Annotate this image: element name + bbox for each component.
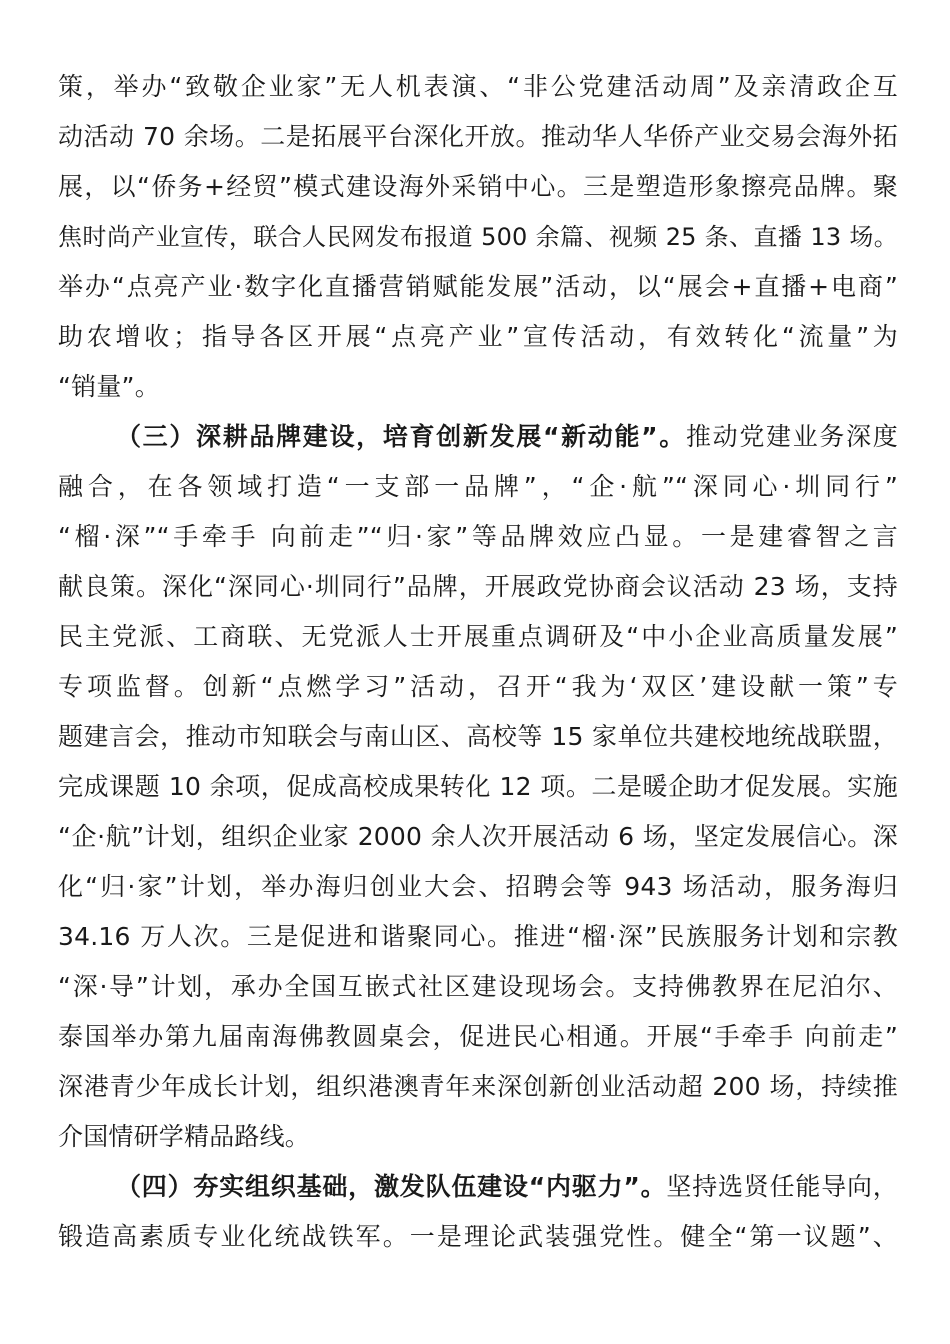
paragraph-line: 介国情研学精品路线。 bbox=[58, 1122, 311, 1151]
paragraph-line: 焦时尚产业宣传，联合人民网发布报道 500 余篇、视频 25 条、直播 13 场。 bbox=[58, 223, 898, 251]
paragraph-line: “深·导”计划，承办全国互嵌式社区建设现场会。支持佛教界在尼泊尔、 bbox=[58, 972, 898, 1001]
paragraph-line: 助农增收；指导各区开展“点亮产业”宣传活动，有效转化“流量”为 bbox=[58, 322, 898, 351]
paragraph-line: 深港青少年成长计划，组织港澳青年来深创新创业活动超 200 场，持续推 bbox=[58, 1072, 898, 1101]
paragraph-line: 动活动 70 余场。二是拓展平台深化开放。推动华人华侨产业交易会海外拓 bbox=[58, 122, 898, 151]
paragraph-text: 推动党建业务深度 bbox=[685, 422, 898, 451]
paragraph-line: 策，举办“致敬企业家”无人机表演、“非公党建活动周”及亲清政企互 bbox=[58, 72, 898, 101]
paragraph-line: 泰国举办第九届南海佛教圆桌会，促进民心相通。开展“手牵手 向前走” bbox=[58, 1022, 898, 1051]
paragraph-line: 献良策。深化“深同心·圳同行”品牌，开展政党协商会议活动 23 场，支持 bbox=[58, 572, 898, 601]
paragraph-line: 展，以“侨务+经贸”模式建设海外采销中心。三是塑造形象擦亮品牌。聚 bbox=[58, 172, 898, 201]
paragraph-line: 锻造高素质专业化统战铁军。一是理论武装强党性。健全“第一议题”、 bbox=[58, 1222, 898, 1251]
section-heading-line bbox=[116, 420, 898, 454]
paragraph-line: 完成课题 10 余项，促成高校成果转化 12 项。二是暖企助才促发展。实施 bbox=[58, 772, 898, 801]
section-heading-3: （三）深耕品牌建设，培育创新发展“新动能”。 bbox=[116, 422, 686, 451]
paragraph-text: 坚持选贤任能导向， bbox=[666, 1172, 898, 1201]
paragraph-line: 34.16 万人次。三是促进和谐聚同心。推进“榴·深”民族服务计划和宗教 bbox=[58, 922, 898, 951]
paragraph-line: 化“归·家”计划，举办海归创业大会、招聘会等 943 场活动，服务海归 bbox=[58, 872, 898, 901]
paragraph-line: 举办“点亮产业·数字化直播营销赋能发展”活动，以“展会+直播+电商” bbox=[58, 272, 898, 301]
paragraph-line: “榴·深”“手牵手 向前走”“归·家”等品牌效应凸显。一是建睿智之言 bbox=[58, 522, 898, 551]
paragraph-line: 民主党派、工商联、无党派人士开展重点调研及“中小企业高质量发展” bbox=[58, 622, 898, 651]
paragraph-line: “销量”。 bbox=[58, 372, 160, 401]
section-heading-line bbox=[116, 1170, 898, 1204]
section-heading-4: （四）夯实组织基础，激发队伍建设“内驱力”。 bbox=[116, 1172, 667, 1201]
paragraph-line: 融合，在各领域打造“一支部一品牌”，“企·航”“深同心·圳同行” bbox=[58, 472, 898, 501]
paragraph-line: 题建言会，推动市知联会与南山区、高校等 15 家单位共建校地统战联盟， bbox=[58, 722, 898, 751]
paragraph-line: “企·航”计划，组织企业家 2000 余人次开展活动 6 场，坚定发展信心。深 bbox=[58, 822, 898, 851]
paragraph-line: 专项监督。创新“点燃学习”活动，召开“我为‘双区’建设献一策”专 bbox=[58, 672, 898, 701]
